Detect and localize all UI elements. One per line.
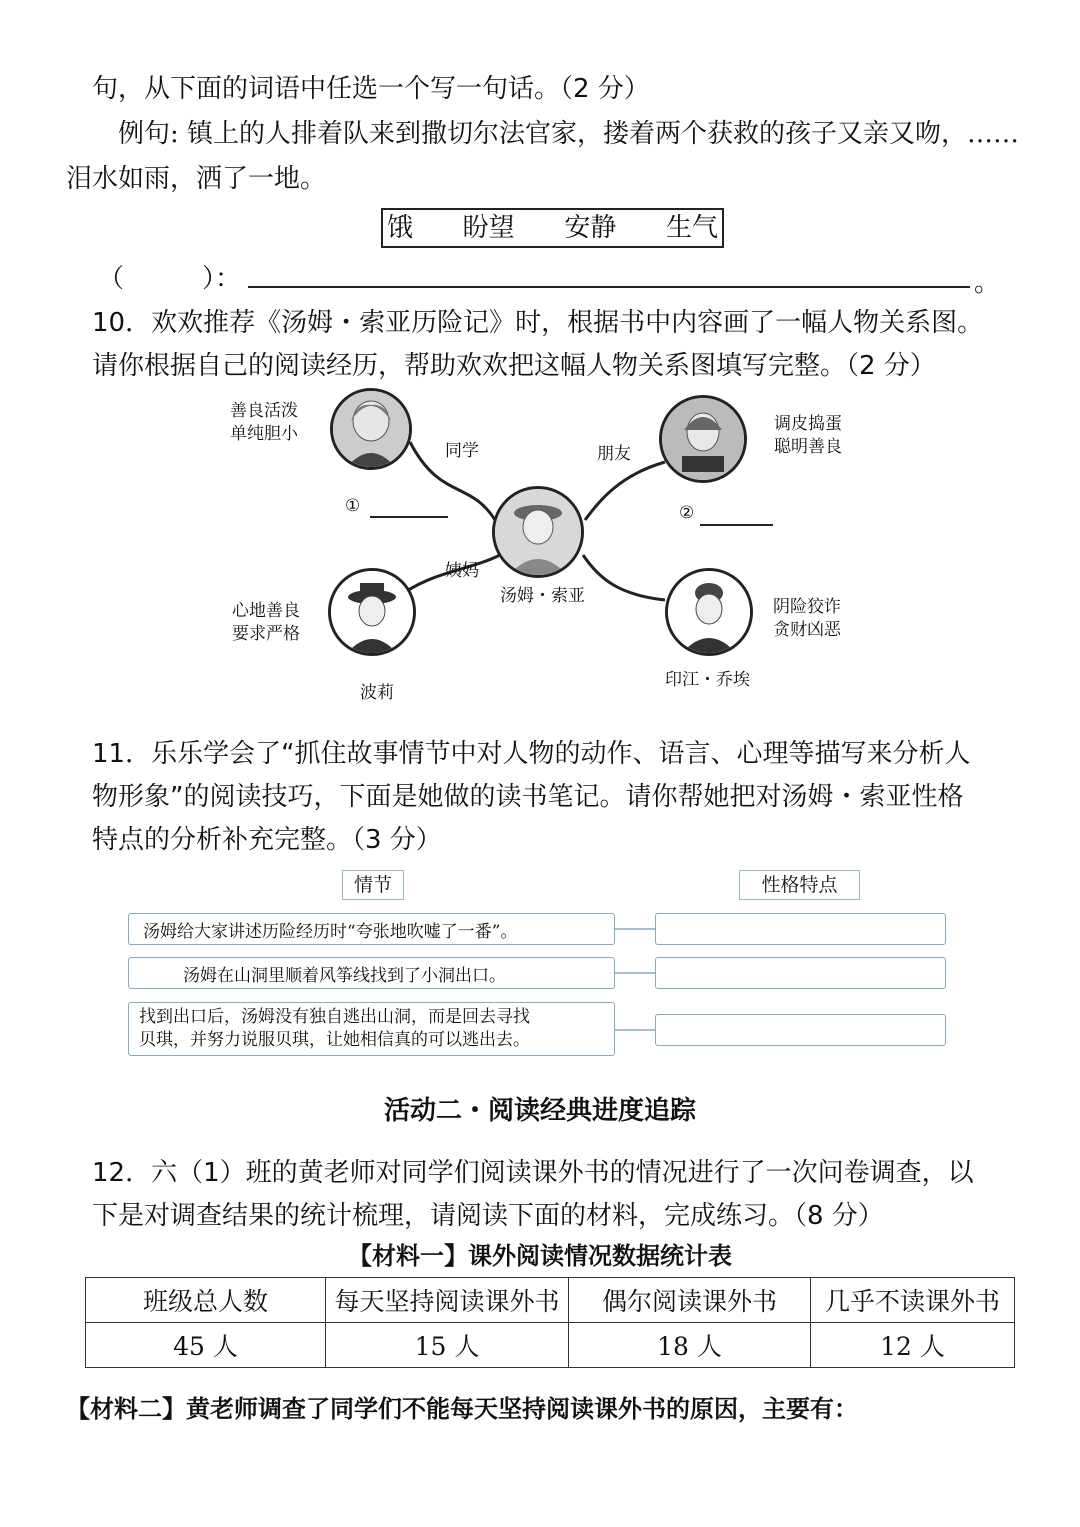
trait-answer-box-3[interactable] — [655, 1014, 946, 1046]
connector-bottom-right — [583, 555, 665, 600]
plot-text-2: 汤姆在山洞里顺着风筝线找到了小洞出口。 — [183, 965, 506, 986]
word-option: 盼望 — [462, 213, 515, 243]
joe-trait-2: 贪财凶恶 — [773, 620, 841, 640]
table-header: 每天坚持阅读课外书 — [326, 1278, 569, 1323]
header-plot: 情节 — [342, 870, 404, 900]
joe-name: 印江・乔埃 — [665, 670, 750, 690]
table-header-row — [86, 1278, 1015, 1323]
q10-line2: 请你根据自己的阅读经历，帮助欢欢把这幅人物关系图填写完整。（2 分） — [92, 351, 936, 381]
table-header: 偶尔阅读课外书 — [569, 1278, 811, 1323]
table-cell: 18 人 — [569, 1323, 811, 1368]
table-cell: 15 人 — [326, 1323, 569, 1368]
q9-answer-prefix: （ ）： — [98, 264, 242, 294]
friend-portrait-icon — [662, 398, 744, 480]
relation-friend: 朋友 — [597, 444, 631, 464]
material2-text: 【材料二】黄老师调查了同学们不能每天坚持阅读课外书的原因，主要有： — [66, 1395, 858, 1423]
plot-box-3 — [128, 1002, 615, 1056]
q11-line3: 特点的分析补充完整。（3 分） — [92, 825, 442, 855]
aunt-portrait-icon — [331, 571, 413, 653]
table-cell: 45 人 — [86, 1323, 326, 1368]
q9-answer-suffix: 。 — [974, 268, 1001, 298]
relation-aunt: 姨妈 — [445, 561, 479, 581]
word-option: 安静 — [564, 213, 617, 243]
relation-classmate: 同学 — [445, 441, 479, 461]
activity2-title: 活动二・阅读经典进度追踪 — [383, 1096, 696, 1126]
table-row — [86, 1323, 1015, 1368]
q9-example-line2: 泪水如雨，洒了一地。 — [66, 164, 327, 194]
q9-prompt: 句，从下面的词语中任选一个写一句话。（2 分） — [92, 74, 650, 104]
word-option: 饿 — [387, 213, 414, 243]
portrait-tom — [492, 486, 584, 578]
huck-trait-1: 调皮捣蛋 — [774, 414, 842, 434]
blank-marker-1: ① — [345, 496, 361, 516]
portrait-injun-joe — [665, 568, 753, 656]
q9-answer-line[interactable] — [248, 286, 970, 288]
table-cell: 12 人 — [811, 1323, 1015, 1368]
trait-answer-box-2[interactable] — [655, 957, 946, 989]
table-header: 几乎不读课外书 — [811, 1278, 1015, 1323]
becky-trait-2: 单纯胆小 — [230, 424, 298, 444]
portrait-huck — [659, 395, 747, 483]
blank-marker-2: ② — [679, 503, 695, 523]
q12-line2: 下是对调查结果的统计梳理，请阅读下面的材料，完成练习。（8 分） — [92, 1201, 884, 1231]
polly-trait-2: 要求严格 — [232, 624, 300, 644]
stats-table — [85, 1277, 1015, 1368]
huck-trait-2: 聪明善良 — [774, 437, 842, 457]
portrait-polly — [328, 568, 416, 656]
becky-trait-1: 善良活泼 — [230, 401, 298, 421]
q10-line1: 10．欢欢推荐《汤姆・索亚历险记》时，根据书中内容画了一幅人物关系图。 — [92, 308, 984, 338]
connector-top-right — [585, 462, 665, 520]
q12-line1: 12．六（1）班的黄老师对同学们阅读课外书的情况进行了一次问卷调查，以 — [92, 1158, 974, 1188]
material1-title: 【材料一】课外阅读情况数据统计表 — [348, 1242, 732, 1270]
plot-text-3b: 贝琪，并努力说服贝琪，让她相信真的可以逃出去。 — [139, 1030, 530, 1050]
boy-portrait-icon — [495, 489, 581, 575]
polly-name: 波莉 — [360, 683, 394, 703]
plot-text-3a: 找到出口后，汤姆没有独自逃出山洞，而是回去寻找 — [139, 1007, 530, 1027]
table-header: 班级总人数 — [86, 1278, 326, 1323]
plot-text-1: 汤姆给大家讲述历险经历时“夸张地吹嘘了一番”。 — [143, 921, 518, 942]
trait-answer-box-1[interactable] — [655, 913, 946, 945]
center-name: 汤姆・索亚 — [500, 586, 585, 606]
villain-portrait-icon — [668, 571, 750, 653]
q9-example-line1: 例句: 镇上的人排着队来到撒切尔法官家，搂着两个获救的孩子又亲又吻，…… — [118, 119, 1020, 149]
word-choice-box — [381, 208, 724, 248]
header-trait: 性格特点 — [739, 870, 860, 900]
joe-trait-1: 阴险狡诈 — [773, 597, 841, 617]
portrait-becky — [330, 388, 412, 470]
plot-box-1 — [128, 913, 615, 945]
polly-trait-1: 心地善良 — [232, 601, 300, 621]
q11-line2: 物形象”的阅读技巧，下面是她做的读书笔记。请你帮她把对汤姆・索亚性格 — [92, 782, 964, 812]
girl-portrait-icon — [333, 391, 409, 467]
plot-box-2 — [128, 957, 615, 989]
q11-line1: 11．乐乐学会了“抓住故事情节中对人物的动作、语言、心理等描写来分析人 — [92, 739, 971, 769]
word-option: 生气 — [665, 213, 718, 243]
